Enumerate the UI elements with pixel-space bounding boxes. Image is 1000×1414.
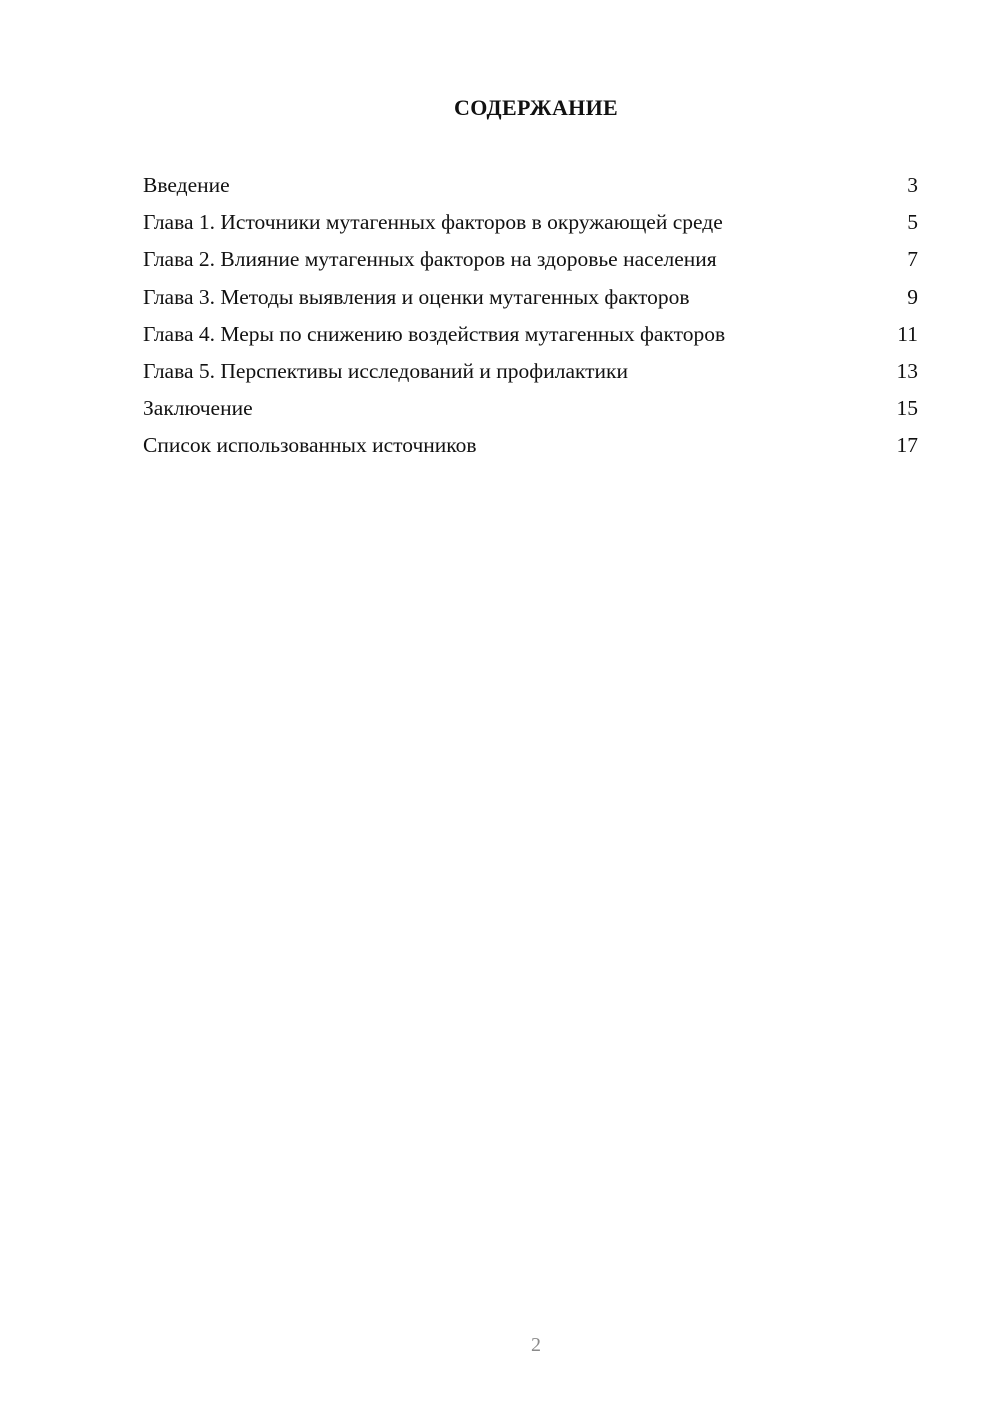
toc-entry-chapter-4 <box>143 320 918 357</box>
toc-entry-page: 17 <box>896 433 918 458</box>
toc-entry-references <box>143 431 918 468</box>
toc-entry-label: Глава 2. Влияние мутагенных факторов на здоровье населения <box>143 247 717 272</box>
toc-entry-conclusion <box>143 394 918 431</box>
toc-entry-label: Глава 5. Перспективы исследований и профилактики <box>143 358 628 383</box>
toc-entry-label: Введение <box>143 173 230 197</box>
toc-entry-chapter-2 <box>143 245 918 282</box>
toc-entry-page: 7 <box>907 247 918 272</box>
page-title: СОДЕРЖАНИЕ <box>454 95 618 120</box>
toc-entry-page: 13 <box>896 358 918 383</box>
toc-entry-page: 3 <box>907 173 918 197</box>
toc-entry-label: Глава 1. Источники мутагенных факторов в окружающей среде <box>143 210 723 235</box>
toc-entry-page: 11 <box>897 321 918 346</box>
toc-entry-page: 15 <box>896 396 918 421</box>
toc-entry-page: 5 <box>907 210 918 235</box>
table-of-contents <box>143 171 918 469</box>
toc-entry-chapter-5 <box>143 357 918 394</box>
toc-entry-chapter-3 <box>143 283 918 320</box>
toc-entry-introduction <box>143 171 918 208</box>
toc-entry-label: Список использованных источников <box>143 433 477 458</box>
toc-entry-label: Глава 3. Методы выявления и оценки мутагенных факторов <box>143 284 690 309</box>
toc-entry-label: Заключение <box>143 396 253 421</box>
toc-entry-chapter-1 <box>143 208 918 245</box>
toc-entry-label: Глава 4. Меры по снижению воздействия мутагенных факторов <box>143 321 726 346</box>
toc-entry-page: 9 <box>907 284 918 309</box>
page-number: 2 <box>531 1334 541 1356</box>
